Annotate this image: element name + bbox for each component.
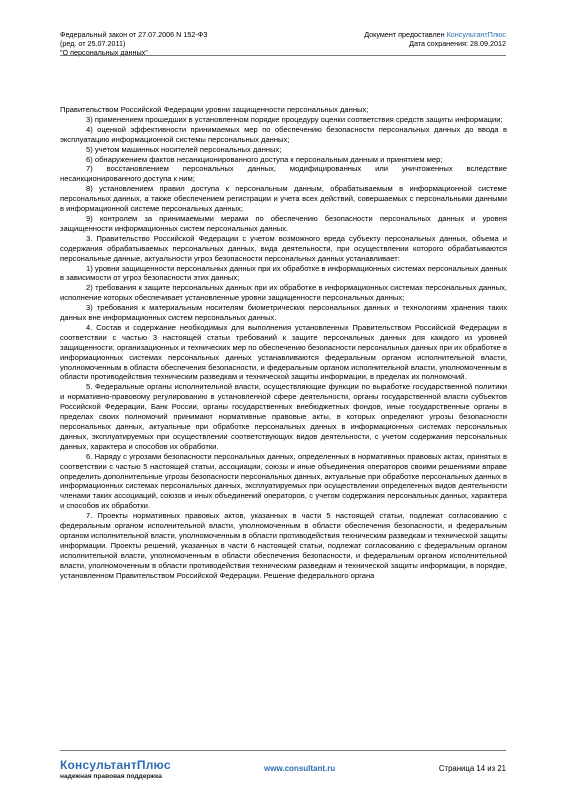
provided-by-prefix: Документ предоставлен xyxy=(364,30,447,39)
page-footer xyxy=(60,750,506,786)
body-paragraph: 8) установлением правил доступа к персональным данным, обрабатываемым в информационной системе персональных данных, а также обеспечением регистрации и учета всех действий, совершаемых с персональными данными в информационной системе персональных данных; xyxy=(60,184,507,214)
body-paragraph: 3) применением прошедших в установленном порядке процедуру оценки соответствия средств защиты информации; xyxy=(86,114,503,124)
provided-by xyxy=(364,30,506,39)
body-paragraph: 5. Федеральные органы исполнительной власти, осуществляющие функции по выработке государственной политики и нормативно-правовому регулированию в установленной сфере деятельности, органы государственной власти субъектов Российской Федерации, Банк России, органы государственных внебюджетных фондов, иные государственные органы в пределах своих полномочий принимают нормативные правовые акты, в которых определяют угрозы безопасности персональных данных, актуальные при обработке персональных данных в информационных системах персональных данных, эксплуатируемых при осуществлении соответствующих видов деятельности, с учетом содержания персональных данных, характера и способов их обработки. xyxy=(60,382,507,451)
body-paragraph: 2) требования к защите персональных данных при их обработке в информационных системах персональных данных, исполнение которых обеспечивает установленные уровни защищенности персональных данных; xyxy=(60,283,507,303)
footer-divider xyxy=(60,750,506,751)
body-paragraph: 3. Правительство Российской Федерации с учетом возможного вреда субъекту персональных данных, объема и содержания обрабатываемых персональных данных, вида деятельности, при осуществлении которого обрабатываются персональные данные, актуальности угроз безопасности персональных данных устанавливает: xyxy=(60,233,507,263)
document-title-line: Федеральный закон от 27.07.2006 N 152-ФЗ xyxy=(60,30,208,39)
header-divider xyxy=(60,55,506,56)
logo-tagline: надежная правовая поддержка xyxy=(60,773,162,780)
body-paragraph: 6) обнаружением фактов несанкционированного доступа к персональным данным и принятием мер; xyxy=(86,154,443,164)
page-header xyxy=(60,30,506,78)
save-date: Дата сохранения: 28.09.2012 xyxy=(409,39,506,48)
body-paragraph: 7) восстановлением персональных данных, модифицированных или уничтоженных вследствие несанкционированного доступа к ним; xyxy=(60,164,507,184)
body-paragraph: 7. Проекты нормативных правовых актов, указанных в части 5 настоящей статьи, подлежат согласованию с федеральным органом исполнительной власти, уполномоченным в области обеспечения безопасности, и федеральным органом исполнительной власти, уполномоченным в области противодействия техническим разведкам и технической защиты информации. Проекты решений, указанных в части 6 настоящей статьи, подлежат согласованию с федеральным органом исполнительной власти, уполномоченным в области обеспечения безопасности, и федеральным органом исполнительной власти, уполномоченным в области противодействия техническим разведкам и технической защиты информации, в порядке, установленном Правительством Российской Федерации. Решение федерального органа xyxy=(60,511,507,580)
body-paragraph: 1) уровни защищенности персональных данных при их обработке в информационных системах персональных данных в зависимости от угроз безопасности этих данных; xyxy=(60,263,507,283)
body-paragraph: 5) учетом машинных носителей персональных данных; xyxy=(86,144,282,154)
site-link[interactable]: www.consultant.ru xyxy=(264,764,336,773)
body-paragraph: 6. Наряду с угрозами безопасности персональных данных, определенных в нормативных правовых актах, принятых в соответствии с частью 5 настоящей статьи, ассоциации, союзы и иные объединения операторов своими решениями вправе определить дополнительные угрозы безопасности персональных данных, актуальные при обработке персональных данных в информационных системах персональных данных, эксплуатируемых при осуществлении определенных видов деятельности членами таких ассоциаций, союзов и иных объединений операторов, с учетом содержания персональных данных, характера и способов их обработки. xyxy=(60,451,507,511)
document-title-line: (ред. от 25.07.2011) xyxy=(60,39,126,48)
page-number: Страница 14 из 21 xyxy=(438,764,506,773)
body-paragraph: 4) оценкой эффективности принимаемых мер по обеспечению безопасности персональных данных до ввода в эксплуатацию информационной системы персональных данных; xyxy=(60,124,507,144)
provider-brand-link[interactable]: КонсультантПлюс xyxy=(446,30,506,39)
consultant-logo[interactable] xyxy=(60,759,171,781)
logo-name: КонсультантПлюс xyxy=(60,758,171,772)
provider-info xyxy=(364,30,506,48)
document-title-line: "О персональных данных" xyxy=(60,48,148,57)
document-body xyxy=(60,105,507,581)
body-paragraph: 3) требования к материальным носителям биометрических персональных данных и технологиям хранения таких данных вне информационных систем персональных данных. xyxy=(60,303,507,323)
body-paragraph: Правительством Российской Федерации уровни защищенности персональных данных; xyxy=(60,105,369,114)
document-title xyxy=(60,30,208,57)
body-paragraph: 4. Состав и содержание необходимых для выполнения установленных Правительством Российской Федерации в соответствии с частью 3 настоящей статьи требований к защите персональных данных для каждого из уровней защищенности, организационных и технических мер по обеспечению безопасности персональных данных при их обработке в информационных системах персональных данных устанавливаются федеральным органом исполнительной власти, уполномоченным в области обеспечения безопасности, и федеральным органом исполнительной власти, уполномоченным в области противодействия техническим разведкам и технической защиты информации, в пределах их полномочий. xyxy=(60,322,507,382)
body-paragraph: 9) контролем за принимаемыми мерами по обеспечению безопасности персональных данных и уровня защищенности информационных систем персональных данных. xyxy=(60,213,507,233)
